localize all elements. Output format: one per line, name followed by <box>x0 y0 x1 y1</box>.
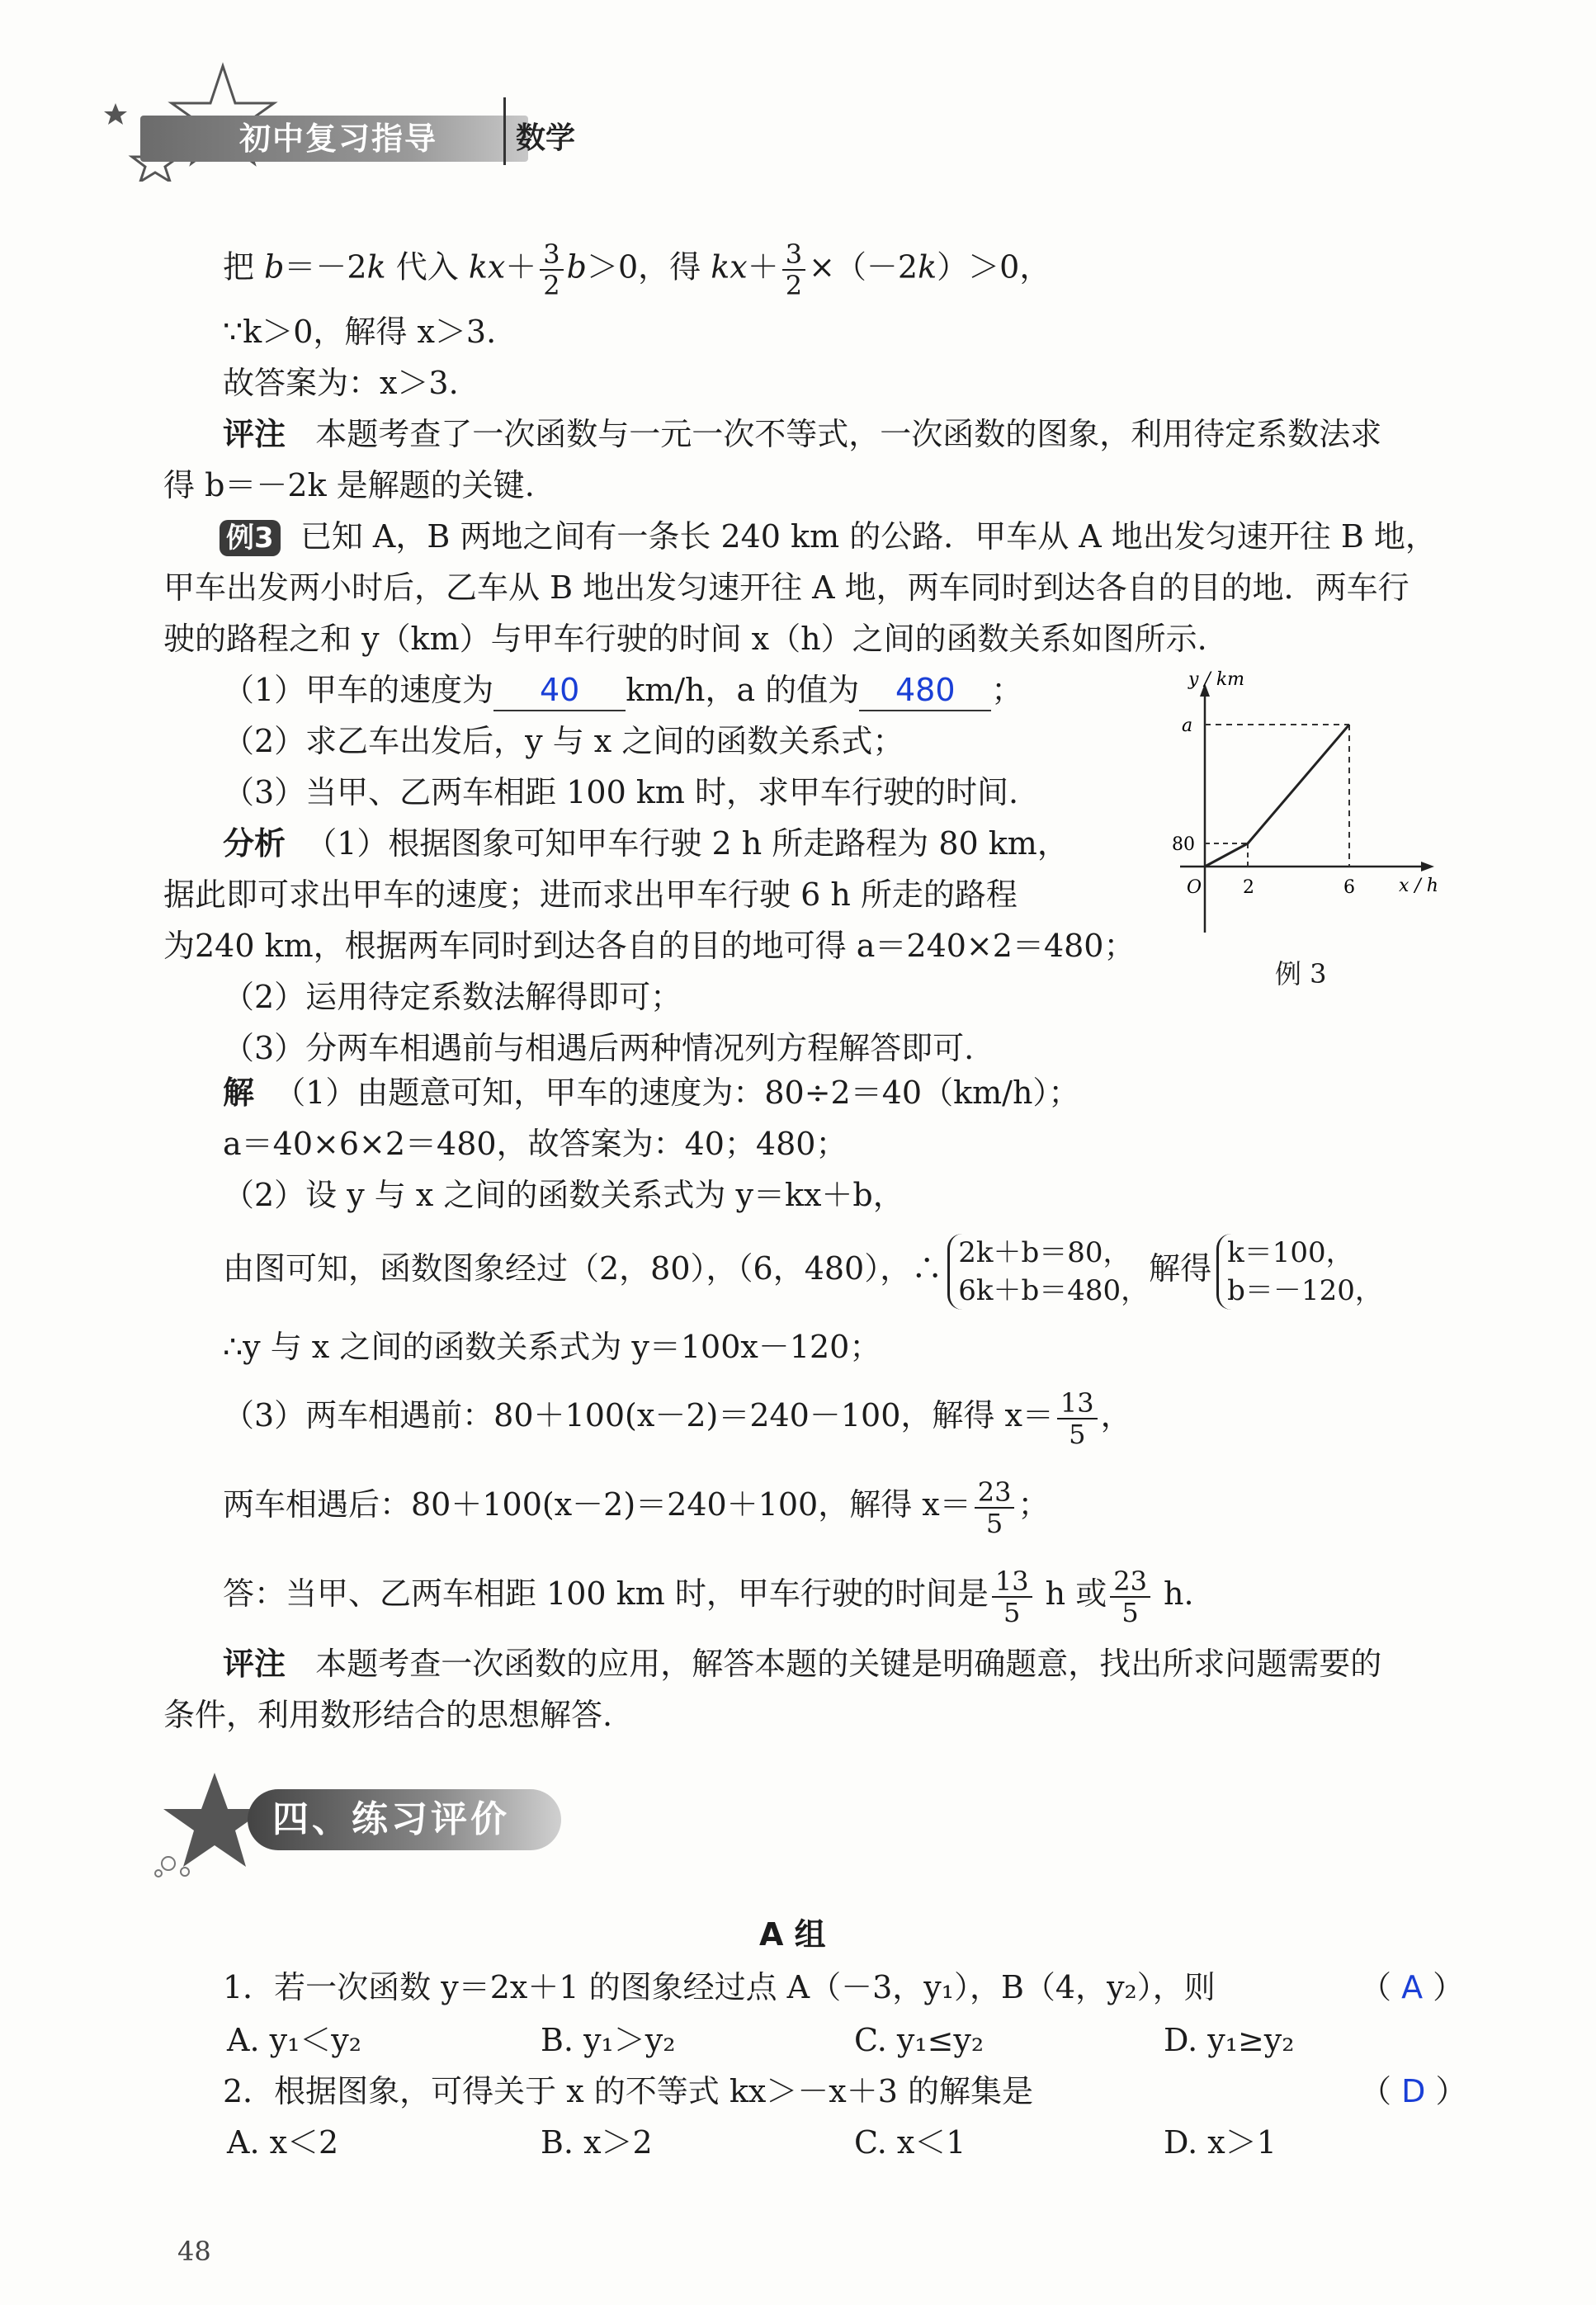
example-3-line-1: 例3 已知 A，B 两地之间有一条长 240 km 的公路．甲车从 A 地出发匀速开往 B 地， <box>220 517 1437 556</box>
exercise-2: 2．根据图象，可得关于 x 的不等式 kx＞－x＋3 的解集是 <box>223 2073 1033 2109</box>
example-3-line-2: 甲车出发两小时后，乙车从 B 地出发匀速开往 A 地，两车同时到达各自的目的地．两车行 <box>163 569 1409 606</box>
analysis-line-5: （3）分两车相遇前与相遇后两种情况列方程解答即可. <box>223 1030 975 1066</box>
fraction: $\frac{13}{5}$ <box>992 1566 1032 1627</box>
exercise-2-option-b: B. x＞2 <box>541 2124 653 2161</box>
solution-line-2: ∵k＞0，解得 x＞3. <box>223 314 497 350</box>
function-line <box>1205 725 1349 867</box>
book-title: 初中复习指导 <box>239 120 438 157</box>
book-subject: 数学 <box>516 121 576 155</box>
solution-step-7: 两车相遇后：80＋100(x－2)＝240＋100，解得 x＝ $\frac{23}{5}$ ； <box>223 1476 1050 1539</box>
x-axis-label: x / h <box>1399 876 1438 896</box>
equation-system-2: k＝100， b＝－120， <box>1216 1234 1383 1310</box>
section-title: 四、练习评价 <box>272 1798 510 1840</box>
solution-step-5: ∴y 与 x 之间的函数关系式为 y＝100x－120； <box>223 1329 881 1365</box>
exercise-2-option-d: D. x＞1 <box>1164 2124 1277 2161</box>
exercise-1-option-c: C. y₁≤y₂ <box>854 2022 985 2058</box>
exercise-1-option-d: D. y₁≥y₂ <box>1164 2022 1295 2058</box>
example-3-graph <box>1131 660 1444 949</box>
exercise-1-answer: （ A ） <box>1360 1969 1465 2005</box>
comment-1-line-2: 得 b＝－2k 是解题的关键. <box>163 467 535 503</box>
solution-step-6: （3）两车相遇前：80＋100(x－2)＝240－100，解得 x＝ $\frac{13}{5}$ ， <box>223 1386 1132 1450</box>
exercise-2-answer: （ D ） <box>1360 2073 1467 2109</box>
group-title: A 组 <box>759 1916 826 1953</box>
fraction: $\frac{3}{2}$ <box>782 239 805 300</box>
equation-system-1: 2k＋b＝80， 6k＋b＝480， <box>947 1234 1149 1310</box>
analysis-label: 分析 <box>223 825 286 862</box>
comment-label: 评注 <box>223 1646 286 1682</box>
answer-blank-speed: 40 <box>493 670 626 711</box>
comment-label: 评注 <box>223 416 286 452</box>
analysis-line-4: （2）运用待定系数法解得即可； <box>223 979 682 1015</box>
fraction: $\frac{13}{5}$ <box>1057 1388 1098 1449</box>
solution-line-1: 把 b＝－2k 代入 kx＋ $\frac{3}{2}$ b＞0，得 kx＋ $\frac{3}{2}$ ×（－2k）＞0， <box>223 239 1051 301</box>
exercise-2-option-c: C. x＜1 <box>854 2124 966 2161</box>
solution-step-2: a＝40×6×2＝480，故答案为：40；480； <box>223 1126 848 1162</box>
analysis-line-2: 据此即可求出甲车的速度；进而求出甲车行驶 6 h 所走的路程 <box>163 876 1018 913</box>
analysis-line-3: 为240 km，根据两车同时到达各自的目的地可得 a＝240×2＝480； <box>163 928 1136 964</box>
comment-2-line-2: 条件，利用数形结合的思想解答. <box>163 1697 613 1733</box>
solution-label: 解 <box>223 1075 255 1111</box>
tick-label-a: a <box>1182 716 1193 736</box>
solution-step-3: （2）设 y 与 x 之间的函数关系式为 y＝kx＋b， <box>223 1177 904 1213</box>
exercise-1-option-b: B. y₁＞y₂ <box>541 2022 676 2058</box>
example-tag: 例3 <box>220 520 281 556</box>
fraction: $\frac{23}{5}$ <box>1110 1566 1150 1627</box>
tick-label-6: 6 <box>1343 877 1355 898</box>
fraction: $\frac{3}{2}$ <box>540 239 563 300</box>
solution-answer: 答：当甲、乙两车相距 100 km 时，甲车行驶的时间是 $\frac{13}{5}$ h 或 $\frac{23}{5}$ h. <box>223 1565 1194 1628</box>
x-axis-arrow-icon <box>1421 862 1434 871</box>
tick-label-80: 80 <box>1172 834 1195 855</box>
example-3-line-3: 驶的路程之和 y（km）与甲车行驶的时间 x（h）之间的函数关系如图所示. <box>163 621 1207 657</box>
exercise-1-option-a: A. y₁＜y₂ <box>227 2022 362 2058</box>
tick-label-2: 2 <box>1243 877 1254 898</box>
solution-line-3: 故答案为：x＞3. <box>223 365 459 401</box>
header-divider <box>503 97 506 165</box>
question-3: （3）当甲、乙两车相距 100 km 时，求甲车行驶的时间. <box>223 774 1019 810</box>
question-2: （2）求乙车出发后，y 与 x 之间的函数关系式； <box>223 723 904 759</box>
solution-step-1: 解 （1）由题意可知，甲车的速度为：80÷2＝40（km/h）； <box>223 1075 1080 1111</box>
exercise-1: 1．若一次函数 y＝2x＋1 的图象经过点 A（－3，y₁），B（4，y₂），则 <box>223 1969 1216 2005</box>
solution-step-4: 由图可知，函数图象经过（2，80），（6，480），∴ 2k＋b＝80， 6k＋b＝480， 解得 k＝100， b＝－120， <box>223 1223 1383 1314</box>
exercise-2-option-a: A. x＜2 <box>227 2124 339 2161</box>
origin-label: O <box>1187 877 1202 898</box>
question-1: （1）甲车的速度为 40 km/h，a 的值为 480 ； <box>223 670 1022 711</box>
analysis-line-1: 分析 （1）根据图象可知甲车行驶 2 h 所走路程为 80 km， <box>223 825 1069 862</box>
comment-1-line-1: 评注 本题考查了一次函数与一元一次不等式，一次函数的图象，利用待定系数法求 <box>223 416 1382 452</box>
comment-2-line-1: 评注 本题考查一次函数的应用，解答本题的关键是明确题意，找出所求问题需要的 <box>223 1646 1382 1682</box>
fraction: $\frac{23}{5}$ <box>975 1477 1015 1538</box>
page-number: 48 <box>177 2236 211 2267</box>
graph-caption: 例 3 <box>1275 958 1327 990</box>
y-axis-label: y / km <box>1188 669 1245 690</box>
answer-blank-a: 480 <box>859 670 991 711</box>
